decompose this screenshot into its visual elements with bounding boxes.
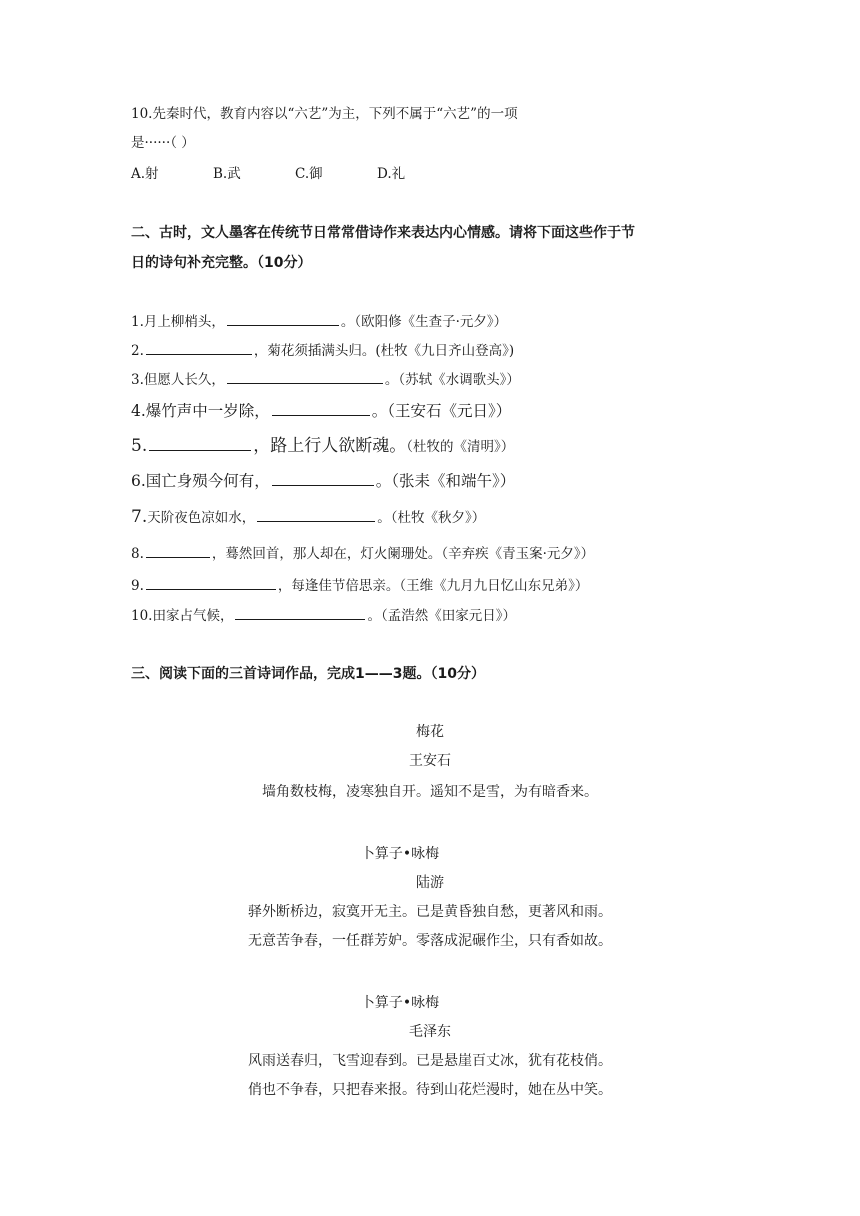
fill-item-7: 7.天阶夜色凉如水， 。（杜牧《秋夕》） — [131, 507, 486, 527]
poem1-author: 王安石 — [409, 753, 451, 769]
poem1-line-1: 墙角数枝梅，凌寒独自开。遥知不是雪，为有暗香来。 — [262, 784, 598, 800]
fill-item-9: 9. ，每逢佳节倍思亲。（王维《九月九日忆山东兄弟》） — [131, 578, 589, 594]
poem2-line-2: 无意苦争春，一任群芳妒。零落成泥碾作尘，只有香如故。 — [248, 933, 612, 949]
section2-title-line2: 日的诗句补充完整。（10分） — [131, 255, 312, 271]
fill-item-4: 4.爆竹声中一岁除， 。（王安石《元日》） — [131, 402, 512, 420]
fill-item-10: 10.田家占气候， 。（孟浩然《田家元日》） — [131, 608, 516, 624]
fill-item-6: 6.国亡身殒今何有， 。（张耒《和端午》） — [131, 472, 516, 490]
answer-blank[interactable] — [272, 402, 370, 416]
q10-option-b: B.武 — [213, 166, 241, 182]
answer-blank[interactable] — [146, 544, 210, 558]
q10-stem-line2: 是······（ ） — [131, 135, 195, 151]
answer-blank[interactable] — [272, 472, 374, 486]
poem3-title: 卜算子•咏梅 — [360, 995, 440, 1011]
poem2-title: 卜算子•咏梅 — [360, 846, 440, 862]
q10-option-a: A.射 — [131, 166, 159, 182]
fill-item-3: 3.但愿人长久， 。（苏轼《水调歌头》） — [131, 372, 520, 388]
poem3-line-2: 俏也不争春，只把春来报。待到山花烂漫时，她在丛中笑。 — [248, 1082, 612, 1098]
section3-title: 三、阅读下面的三首诗词作品，完成1——3题。（10分） — [131, 666, 485, 682]
q10-option-d: D.礼 — [377, 166, 406, 182]
answer-blank[interactable] — [146, 341, 252, 355]
q10-option-c: C.御 — [295, 166, 323, 182]
answer-blank[interactable] — [146, 576, 276, 590]
fill-item-1: 1.月上柳梢头， 。（欧阳修《生查子·元夕》） — [131, 314, 508, 330]
answer-blank[interactable] — [149, 437, 251, 451]
q10-stem-line1: 10.先秦时代，教育内容以“六艺”为主，下列不属于“六艺”的一项 — [131, 106, 518, 122]
poem3-author: 毛泽东 — [409, 1024, 451, 1040]
fill-item-8: 8. ，蓦然回首，那人却在，灯火阑珊处。（辛弃疾《青玉案·元夕》） — [131, 546, 595, 562]
fill-item-2: 2. ，菊花须插满头归。(杜牧《九日齐山登高》) — [131, 343, 515, 359]
poem2-line-1: 驿外断桥边，寂寞开无主。已是黄昏独自愁，更著风和雨。 — [248, 904, 612, 920]
answer-blank[interactable] — [235, 606, 365, 620]
answer-blank[interactable] — [227, 312, 339, 326]
answer-blank[interactable] — [227, 370, 383, 384]
section2-title-line1: 二、古时，文人墨客在传统节日常常借诗作来表达内心情感。请将下面这些作于节 — [131, 225, 635, 241]
answer-blank[interactable] — [257, 508, 375, 522]
q10-options — [131, 165, 405, 183]
poem3-line-1: 风雨送春归，飞雪迎春到。已是悬崖百丈冰，犹有花枝俏。 — [248, 1053, 612, 1069]
fill-item-5: 5. ，路上行人欲断魂。（杜牧的《清明》） — [131, 436, 515, 456]
poem2-author: 陆游 — [416, 875, 444, 891]
poem1-title: 梅花 — [416, 724, 444, 740]
